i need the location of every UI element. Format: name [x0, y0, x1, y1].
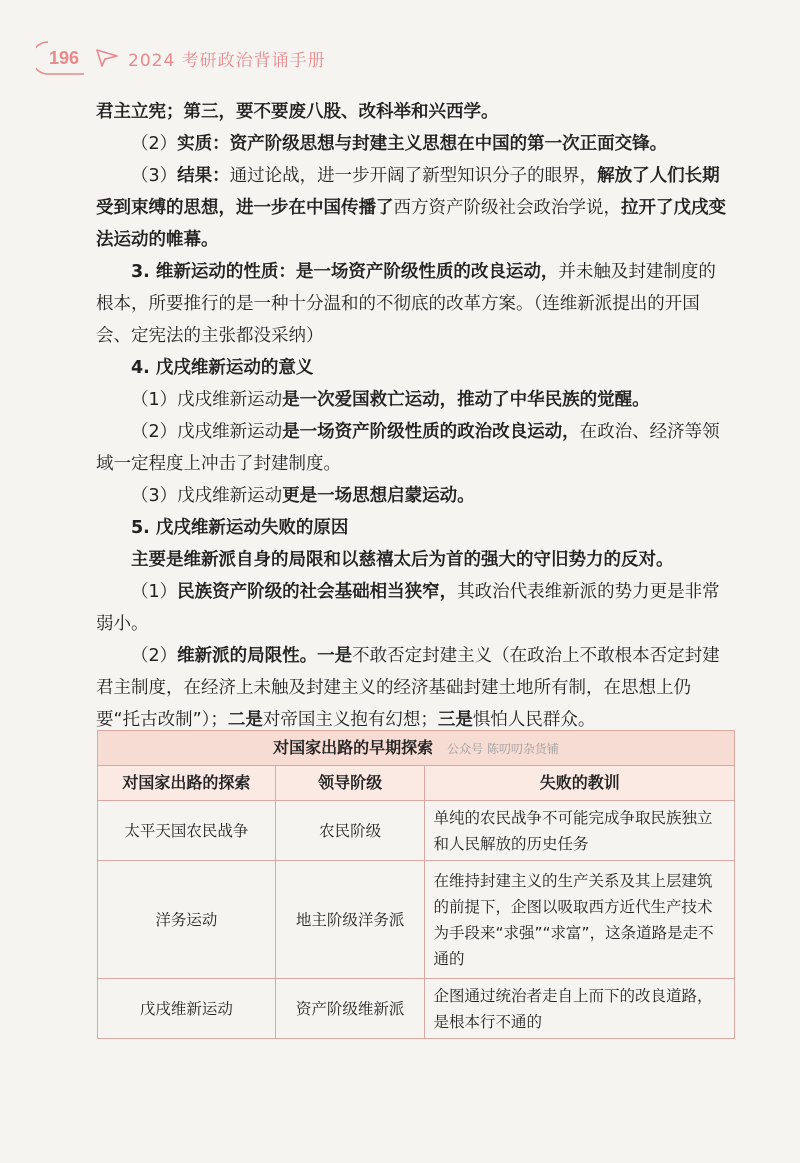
column-header: 领导阶级: [275, 766, 425, 801]
table-cell-class: 资产阶级维新派: [275, 979, 425, 1039]
table-cell-lesson: 企图通过统治者走自上而下的改良道路，是根本行不通的: [425, 979, 735, 1039]
watermark-text: 公众号 陈叨叨杂货铺: [447, 741, 559, 756]
section-heading-failure: 5. 戊戌维新运动失败的原因: [131, 518, 349, 538]
table-cell-exploration: 洋务运动: [98, 861, 276, 979]
column-header: 失败的教训: [425, 766, 735, 801]
paragraph-significance-1: （1）戊戌维新运动是一次爱国救亡运动，推动了中华民族的觉醒。: [131, 390, 650, 410]
paragraph-result: （3）结果：通过论战，进一步开阔了新型知识分子的眼界，解放了人们长期受到束缚的思想，进一步在中国传播了西方资产阶级社会政治学说，拉开了戊戌变法运动的帷幕。: [96, 166, 726, 250]
page-header: [36, 38, 326, 78]
paragraph-reform-debate-end: 君主立宪；第三，要不要废八股、改科举和兴西学。: [96, 102, 499, 122]
paragraph-failure-main: 主要是维新派自身的局限和以慈禧太后为首的强大的守旧势力的反对。: [131, 550, 674, 570]
table-title: 对国家出路的早期探索: [273, 737, 434, 757]
table-cell-lesson: 在维持封建主义的生产关系及其上层建筑的前提下，企图以吸取西方近代生产技术为手段来“求强”“求富”，这条道路是走不通的: [425, 861, 735, 979]
page-body: [96, 96, 732, 736]
paragraph-nature: 3. 维新运动的性质：是一场资产阶级性质的改良运动，并未触及封建制度的根本，所要推行的是一种十分温和的不彻底的改革方案。（连维新派提出的开国会、定宪法的主张都没采纳）: [96, 262, 716, 346]
table-title-row: [98, 731, 735, 766]
paragraph-significance-3: （3）戊戌维新运动更是一场思想启蒙运动。: [131, 486, 475, 506]
paragraph-failure-2: （2）维新派的局限性。一是不敢否定封建主义（在政治上不敢根本否定封建君主制度，在经济上未触及封建主义的经济基础封建土地所有制，在思想上仍要“托古改制”）；二是对帝国主义抱有幻想；三是惧怕人民群众。: [96, 646, 720, 730]
book-title: 2024 考研政治背诵手册: [128, 50, 326, 71]
column-header: 对国家出路的探索: [98, 766, 276, 801]
summary-table: [97, 730, 735, 1039]
table-row: [98, 861, 735, 979]
table-row: [98, 801, 735, 861]
paragraph-essence: （2）实质：资产阶级思想与封建主义思想在中国的第一次正面交锋。: [131, 134, 668, 154]
page-number-badge: [36, 38, 92, 78]
page-number: 196: [48, 47, 80, 68]
paper-plane-icon: [96, 49, 118, 67]
table-header-row: [98, 766, 735, 801]
table-cell-exploration: 戊戌维新运动: [98, 979, 276, 1039]
table-cell-exploration: 太平天国农民战争: [98, 801, 276, 861]
table-cell-lesson: 单纯的农民战争不可能完成争取民族独立和人民解放的历史任务: [425, 801, 735, 861]
table-cell-class: 地主阶级洋务派: [275, 861, 425, 979]
table-title-cell: [98, 731, 735, 766]
paragraph-failure-1: （1）民族资产阶级的社会基础相当狭窄，其政治代表维新派的势力更是非常弱小。: [96, 582, 720, 634]
table-row: [98, 979, 735, 1039]
table-cell-class: 农民阶级: [275, 801, 425, 861]
paragraph-significance-2: （2）戊戌维新运动是一场资产阶级性质的政治改良运动，在政治、经济等领域一定程度上冲击了封建制度。: [96, 422, 720, 474]
section-heading-significance: 4. 戊戌维新运动的意义: [131, 358, 314, 378]
